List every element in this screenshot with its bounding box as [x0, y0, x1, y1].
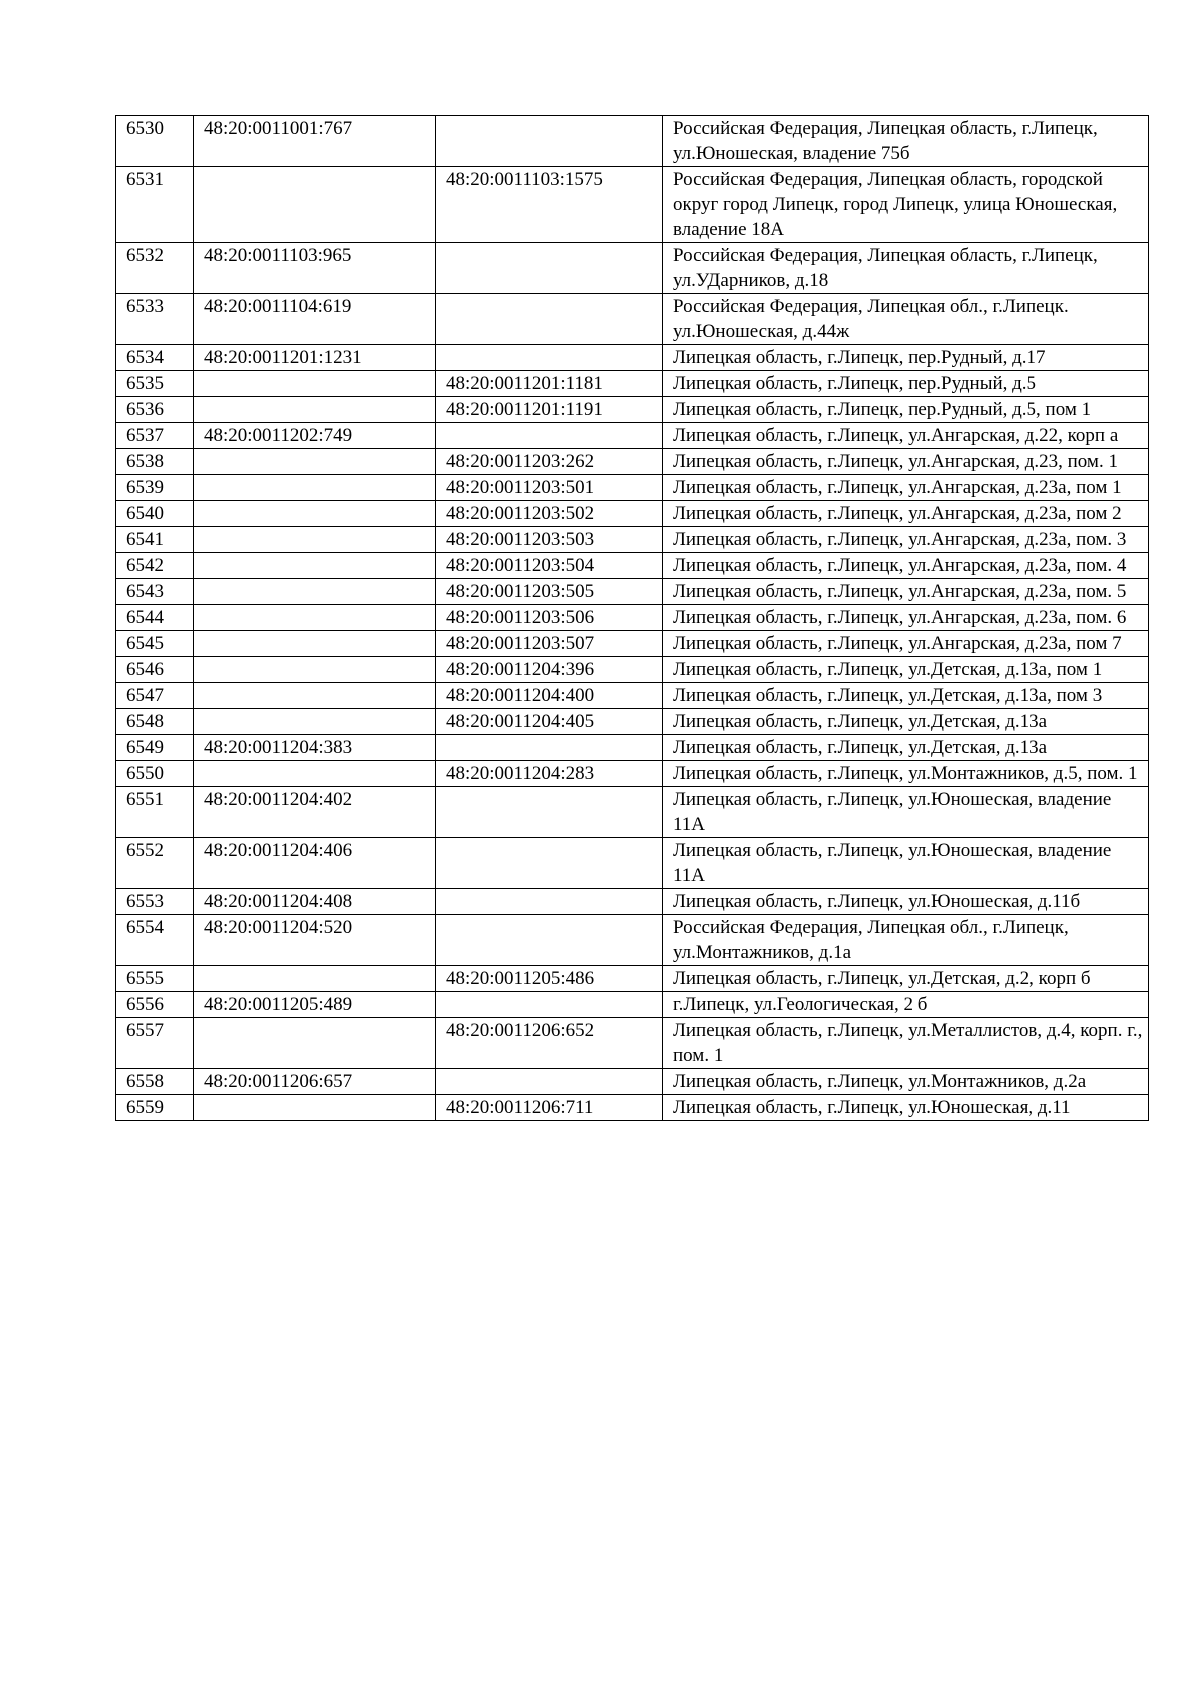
table-row: [116, 889, 1149, 915]
table-row: [116, 761, 1149, 787]
object-cadastral-number-cell: 48:20:0011203:503: [436, 527, 663, 553]
object-cadastral-number-cell: 48:20:0011203:505: [436, 579, 663, 605]
land-cadastral-number-cell: 48:20:0011204:408: [194, 889, 436, 915]
address-cell: Липецкая область, г.Липецк, ул.Детская, д.13а: [663, 735, 1149, 761]
row-number-cell: 6556: [116, 992, 194, 1018]
land-cadastral-number-cell: [194, 371, 436, 397]
address-cell: Липецкая область, г.Липецк, ул.Юношеская, д.11б: [663, 889, 1149, 915]
address-cell: Липецкая область, г.Липецк, ул.Детская, д.13а: [663, 709, 1149, 735]
object-cadastral-number-cell: 48:20:0011203:262: [436, 449, 663, 475]
object-cadastral-number-cell: [436, 294, 663, 345]
table-row: [116, 423, 1149, 449]
object-cadastral-number-cell: 48:20:0011204:405: [436, 709, 663, 735]
address-cell: Липецкая область, г.Липецк, ул.Юношеская, владение 11А: [663, 838, 1149, 889]
row-number-cell: 6541: [116, 527, 194, 553]
address-cell: Российская Федерация, Липецкая область, г.Липецк, ул.Юношеская, владение 75б: [663, 116, 1149, 167]
address-cell: Российская Федерация, Липецкая обл., г.Липецк. ул.Юношеская, д.44ж: [663, 294, 1149, 345]
object-cadastral-number-cell: [436, 1069, 663, 1095]
row-number-cell: 6530: [116, 116, 194, 167]
land-cadastral-number-cell: [194, 553, 436, 579]
table-row: [116, 579, 1149, 605]
land-cadastral-number-cell: [194, 167, 436, 243]
table-row: [116, 345, 1149, 371]
address-cell: Липецкая область, г.Липецк, ул.Металлистов, д.4, корп. г., пом. 1: [663, 1018, 1149, 1069]
address-cell: Липецкая область, г.Липецк, ул.Юношеская, д.11: [663, 1095, 1149, 1121]
address-cell: Липецкая область, г.Липецк, ул.Ангарская, д.23а, пом 7: [663, 631, 1149, 657]
object-cadastral-number-cell: 48:20:0011203:506: [436, 605, 663, 631]
object-cadastral-number-cell: 48:20:0011204:396: [436, 657, 663, 683]
table-row: [116, 449, 1149, 475]
table-row: [116, 966, 1149, 992]
table-row: [116, 527, 1149, 553]
table-row: [116, 371, 1149, 397]
table-row: [116, 294, 1149, 345]
address-cell: Липецкая область, г.Липецк, ул.Ангарская, д.23а, пом 2: [663, 501, 1149, 527]
row-number-cell: 6533: [116, 294, 194, 345]
row-number-cell: 6558: [116, 1069, 194, 1095]
address-cell: Липецкая область, г.Липецк, ул.Монтажников, д.2а: [663, 1069, 1149, 1095]
table-row: [116, 657, 1149, 683]
row-number-cell: 6532: [116, 243, 194, 294]
row-number-cell: 6559: [116, 1095, 194, 1121]
address-cell: г.Липецк, ул.Геологическая, 2 б: [663, 992, 1149, 1018]
land-cadastral-number-cell: 48:20:0011204:402: [194, 787, 436, 838]
address-cell: Липецкая область, г.Липецк, ул.Ангарская, д.23а, пом. 4: [663, 553, 1149, 579]
cadastral-table: [115, 115, 1149, 1121]
object-cadastral-number-cell: [436, 915, 663, 966]
table-row: [116, 605, 1149, 631]
land-cadastral-number-cell: [194, 1095, 436, 1121]
row-number-cell: 6546: [116, 657, 194, 683]
object-cadastral-number-cell: [436, 243, 663, 294]
row-number-cell: 6545: [116, 631, 194, 657]
address-cell: Липецкая область, г.Липецк, ул.Детская, д.2, корп б: [663, 966, 1149, 992]
row-number-cell: 6540: [116, 501, 194, 527]
land-cadastral-number-cell: 48:20:0011202:749: [194, 423, 436, 449]
object-cadastral-number-cell: [436, 423, 663, 449]
table-row: [116, 501, 1149, 527]
row-number-cell: 6552: [116, 838, 194, 889]
table-row: [116, 631, 1149, 657]
address-cell: Российская Федерация, Липецкая обл., г.Липецк, ул.Монтажников, д.1а: [663, 915, 1149, 966]
table-row: [116, 683, 1149, 709]
row-number-cell: 6538: [116, 449, 194, 475]
object-cadastral-number-cell: 48:20:0011206:711: [436, 1095, 663, 1121]
address-cell: Липецкая область, г.Липецк, ул.Ангарская, д.23, пом. 1: [663, 449, 1149, 475]
row-number-cell: 6554: [116, 915, 194, 966]
table-row: [116, 1095, 1149, 1121]
land-cadastral-number-cell: 48:20:0011201:1231: [194, 345, 436, 371]
land-cadastral-number-cell: 48:20:0011204:383: [194, 735, 436, 761]
table-row: [116, 709, 1149, 735]
address-cell: Липецкая область, г.Липецк, пер.Рудный, д.17: [663, 345, 1149, 371]
row-number-cell: 6535: [116, 371, 194, 397]
land-cadastral-number-cell: [194, 579, 436, 605]
land-cadastral-number-cell: [194, 1018, 436, 1069]
address-cell: Липецкая область, г.Липецк, ул.Ангарская, д.23а, пом. 6: [663, 605, 1149, 631]
row-number-cell: 6557: [116, 1018, 194, 1069]
address-cell: Липецкая область, г.Липецк, ул.Ангарская, д.23а, пом. 5: [663, 579, 1149, 605]
land-cadastral-number-cell: 48:20:0011204:406: [194, 838, 436, 889]
object-cadastral-number-cell: 48:20:0011201:1191: [436, 397, 663, 423]
table-row: [116, 1069, 1149, 1095]
land-cadastral-number-cell: [194, 449, 436, 475]
object-cadastral-number-cell: 48:20:0011206:652: [436, 1018, 663, 1069]
object-cadastral-number-cell: 48:20:0011204:400: [436, 683, 663, 709]
table-row: [116, 397, 1149, 423]
table-row: [116, 838, 1149, 889]
table-row: [116, 735, 1149, 761]
object-cadastral-number-cell: [436, 116, 663, 167]
address-cell: Российская Федерация, Липецкая область, г.Липецк, ул.УДарников, д.18: [663, 243, 1149, 294]
table-row: [116, 915, 1149, 966]
object-cadastral-number-cell: 48:20:0011203:501: [436, 475, 663, 501]
table-row: [116, 116, 1149, 167]
table-row: [116, 475, 1149, 501]
row-number-cell: 6551: [116, 787, 194, 838]
land-cadastral-number-cell: [194, 475, 436, 501]
table-row: [116, 553, 1149, 579]
address-cell: Российская Федерация, Липецкая область, городской округ город Липецк, город Липецк, улица Юношеская, владение 18А: [663, 167, 1149, 243]
land-cadastral-number-cell: [194, 605, 436, 631]
table-row: [116, 1018, 1149, 1069]
row-number-cell: 6544: [116, 605, 194, 631]
land-cadastral-number-cell: 48:20:0011206:657: [194, 1069, 436, 1095]
object-cadastral-number-cell: 48:20:0011204:283: [436, 761, 663, 787]
object-cadastral-number-cell: 48:20:0011203:507: [436, 631, 663, 657]
table-body: [116, 116, 1149, 1121]
row-number-cell: 6550: [116, 761, 194, 787]
land-cadastral-number-cell: 48:20:0011103:965: [194, 243, 436, 294]
object-cadastral-number-cell: [436, 735, 663, 761]
object-cadastral-number-cell: [436, 838, 663, 889]
address-cell: Липецкая область, г.Липецк, ул.Детская, д.13а, пом 1: [663, 657, 1149, 683]
address-cell: Липецкая область, г.Липецк, ул.Ангарская, д.23а, пом. 3: [663, 527, 1149, 553]
row-number-cell: 6548: [116, 709, 194, 735]
object-cadastral-number-cell: 48:20:0011203:502: [436, 501, 663, 527]
row-number-cell: 6531: [116, 167, 194, 243]
land-cadastral-number-cell: [194, 683, 436, 709]
row-number-cell: 6549: [116, 735, 194, 761]
row-number-cell: 6537: [116, 423, 194, 449]
table-row: [116, 787, 1149, 838]
table-row: [116, 243, 1149, 294]
row-number-cell: 6555: [116, 966, 194, 992]
land-cadastral-number-cell: [194, 709, 436, 735]
land-cadastral-number-cell: 48:20:0011104:619: [194, 294, 436, 345]
object-cadastral-number-cell: [436, 889, 663, 915]
row-number-cell: 6534: [116, 345, 194, 371]
land-cadastral-number-cell: [194, 501, 436, 527]
land-cadastral-number-cell: [194, 657, 436, 683]
table-row: [116, 167, 1149, 243]
row-number-cell: 6553: [116, 889, 194, 915]
land-cadastral-number-cell: [194, 761, 436, 787]
object-cadastral-number-cell: [436, 345, 663, 371]
land-cadastral-number-cell: [194, 397, 436, 423]
land-cadastral-number-cell: 48:20:0011204:520: [194, 915, 436, 966]
address-cell: Липецкая область, г.Липецк, ул.Ангарская, д.23а, пом 1: [663, 475, 1149, 501]
address-cell: Липецкая область, г.Липецк, пер.Рудный, д.5, пом 1: [663, 397, 1149, 423]
land-cadastral-number-cell: 48:20:0011205:489: [194, 992, 436, 1018]
address-cell: Липецкая область, г.Липецк, ул.Детская, д.13а, пом 3: [663, 683, 1149, 709]
object-cadastral-number-cell: [436, 787, 663, 838]
row-number-cell: 6539: [116, 475, 194, 501]
row-number-cell: 6536: [116, 397, 194, 423]
land-cadastral-number-cell: [194, 527, 436, 553]
land-cadastral-number-cell: [194, 631, 436, 657]
address-cell: Липецкая область, г.Липецк, ул.Юношеская, владение 11А: [663, 787, 1149, 838]
address-cell: Липецкая область, г.Липецк, ул.Ангарская, д.22, корп а: [663, 423, 1149, 449]
row-number-cell: 6543: [116, 579, 194, 605]
object-cadastral-number-cell: 48:20:0011201:1181: [436, 371, 663, 397]
address-cell: Липецкая область, г.Липецк, пер.Рудный, д.5: [663, 371, 1149, 397]
land-cadastral-number-cell: 48:20:0011001:767: [194, 116, 436, 167]
object-cadastral-number-cell: [436, 992, 663, 1018]
row-number-cell: 6542: [116, 553, 194, 579]
object-cadastral-number-cell: 48:20:0011203:504: [436, 553, 663, 579]
address-cell: Липецкая область, г.Липецк, ул.Монтажников, д.5, пом. 1: [663, 761, 1149, 787]
row-number-cell: 6547: [116, 683, 194, 709]
object-cadastral-number-cell: 48:20:0011103:1575: [436, 167, 663, 243]
land-cadastral-number-cell: [194, 966, 436, 992]
object-cadastral-number-cell: 48:20:0011205:486: [436, 966, 663, 992]
table-row: [116, 992, 1149, 1018]
